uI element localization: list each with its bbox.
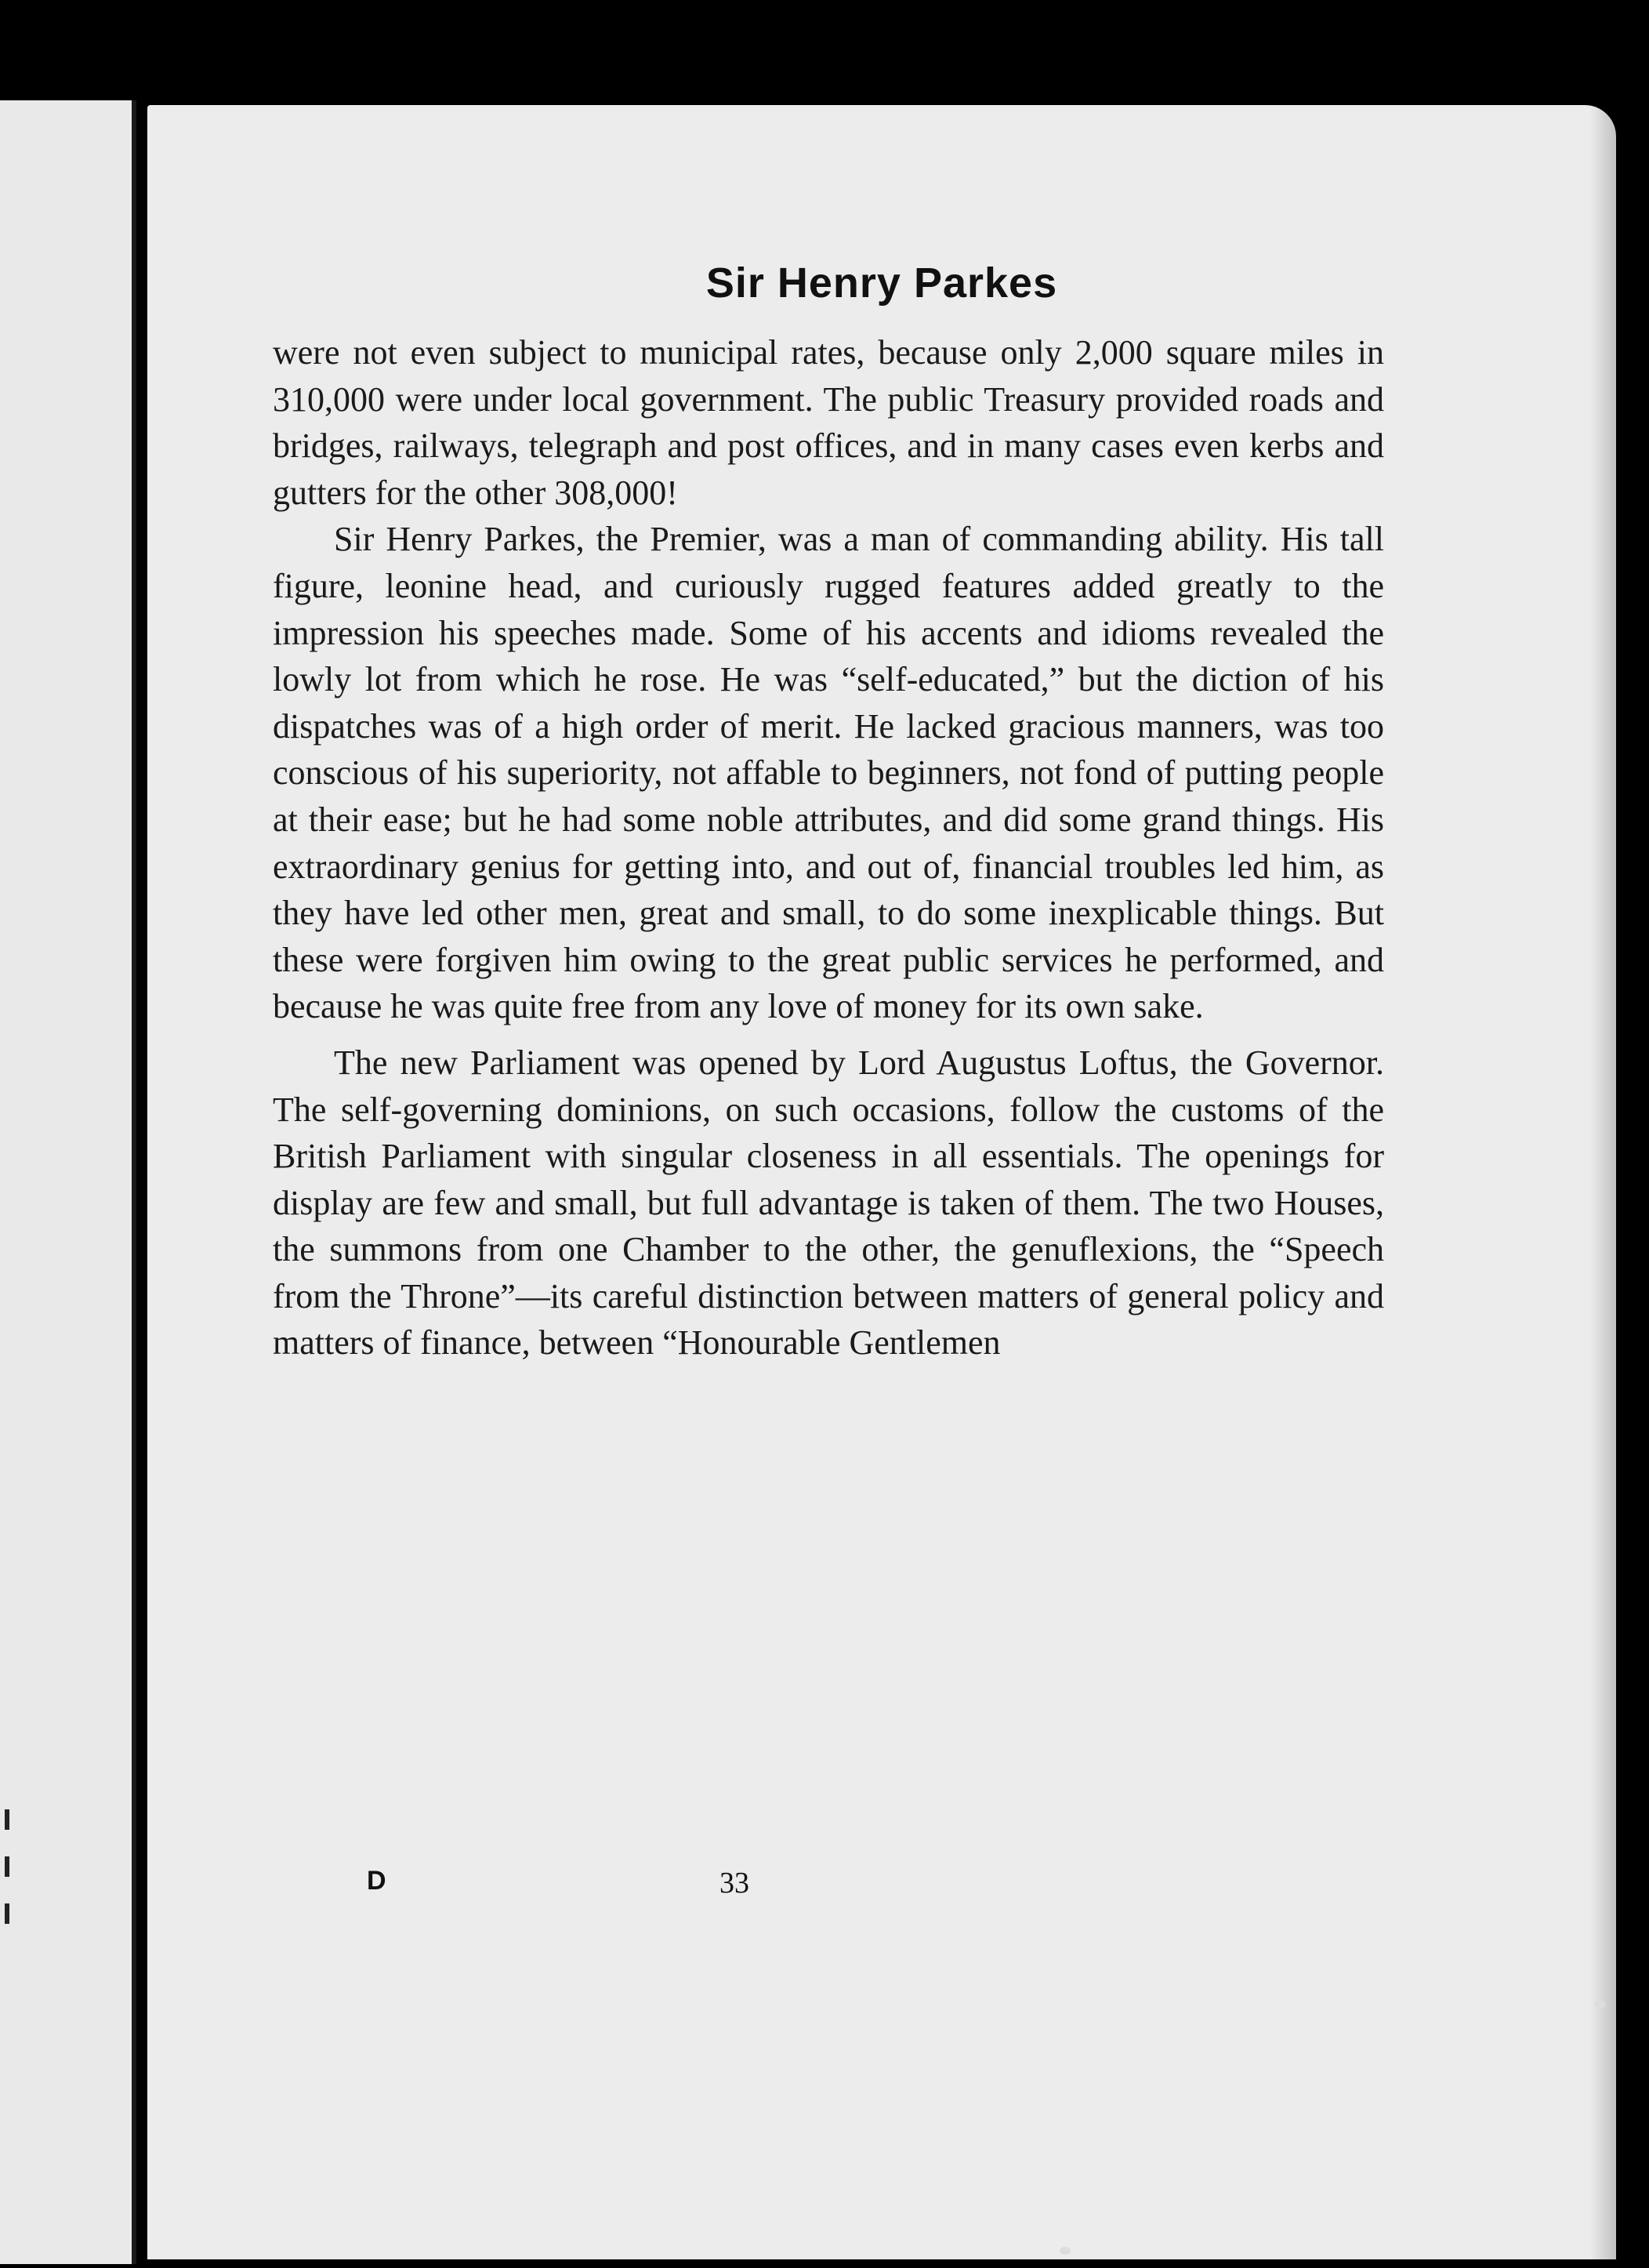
book-page bbox=[147, 105, 1616, 2259]
paragraph-3: The new Parliament was opened by Lord Augustus Loftus, the Governor. The self-governing dominions, on such occasions, follow the customs of the British Parliament with singular closeness in all essentials. The openings for display are few and small, but full advantage is taken of them. The two Houses, the summons from one Chamber to the other, the genuflexions, the “Speech from the Throne”—its careful distinction between matters of general policy and matters of finance, between “Honourable Gentlemen bbox=[273, 1043, 1384, 1363]
page-number: 33 bbox=[719, 1867, 749, 1900]
running-head: Sir Henry Parkes bbox=[705, 259, 1058, 307]
page-footer bbox=[147, 1866, 1616, 1913]
body-text bbox=[273, 329, 1384, 1366]
facing-page-edge bbox=[0, 100, 136, 2264]
signature-mark: D bbox=[367, 1866, 386, 1896]
page-edge-shadow bbox=[1589, 105, 1616, 2259]
scan-speck bbox=[1060, 2247, 1071, 2255]
paragraph-2: Sir Henry Parkes, the Premier, was a man of commanding ability. His tall figure, leonine head, and curiously rugged features added greatly to the impression his speeches made. Some of his accents and idioms revealed the lowly lot from which he rose. He was “self-educated,” but the diction of his dispatches was of a high order of merit. He lacked gracious manners, was too conscious of his superiority, not affable to beginners, not fond of putting people at their ease; but he had some noble attributes, and did some grand things. His extraordinary genius for getting into, and out of, financial troubles led him, as they have led other men, great and small, to do some inexplicable things. But these were forgiven him owing to the great public services he performed, and because he was quite free from any love of money for its own sake. bbox=[273, 520, 1384, 1026]
paragraph-1: were not even subject to municipal rates, because only 2,000 square miles in 310,000 were under local government. The public Treasury provided roads and bridges, railways, telegraph and post offices, and in many cases even kerbs and gutters for the other 308,000! bbox=[273, 333, 1384, 512]
scan-speck bbox=[1594, 2001, 1605, 2009]
facing-page-marks bbox=[5, 1809, 17, 1950]
